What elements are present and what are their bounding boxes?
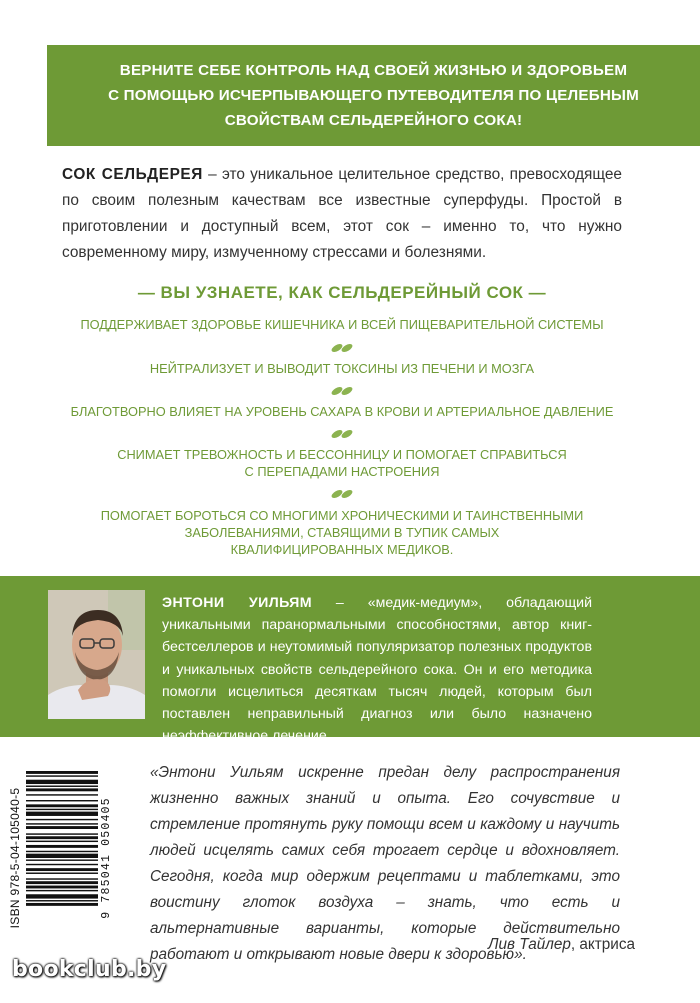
headline-line-2: С ПОМОЩЬЮ ИСЧЕРПЫВАЮЩЕГО ПУТЕВОДИТЕЛЯ ПО ЦЕЛЕБНЫМ (108, 87, 639, 104)
barcode-bar (26, 780, 98, 784)
barcode-bar (26, 812, 98, 816)
benefit-item: ПОМОГАЕТ БОРОТЬСЯ СО МНОГИМИ ХРОНИЧЕСКИМИ И ТАИНСТВЕННЫМИ (100, 508, 584, 523)
barcode-bar (26, 786, 98, 787)
barcode-bar (26, 771, 98, 774)
benefit-item: ПОДДЕРЖИВАЕТ ЗДОРОВЬЕ КИШЕЧНИКА И ВСЕЙ ПИЩЕВАРИТЕЛЬНОЙ СИСТЕМЫ (80, 317, 604, 332)
barcode-bar (26, 873, 98, 874)
barcode-bar (26, 800, 98, 801)
barcode-digits: 9 785041 050405 (100, 797, 113, 919)
benefit-item: СНИМАЕТ ТРЕВОЖНОСТЬ И БЕССОННИЦУ И ПОМОГАЕТ СПРАВИТЬСЯ (117, 447, 567, 462)
barcode-bar (26, 845, 98, 848)
barcode-bar (26, 819, 98, 820)
author-bio-text: – «медик-медиум», обладающий уникальными паранормальными способностями, автор книг-бестселлеров и неутомимый популяризатор полезных продуктов и уникальных свойств сельдерейного сока. Он и его методика помогли исцелиться десяткам тысяч людей, которым был поставлен неправильный диагноз или было назначено неэффективное лечение. (162, 595, 592, 745)
barcode-bar (26, 900, 98, 901)
barcode-bar (26, 851, 98, 852)
intro-lead: СОК СЕЛЬДЕРЕЯ (62, 166, 203, 183)
barcode-bar (26, 794, 98, 795)
barcode-bar (26, 864, 98, 865)
leaf-pair-icon (330, 342, 354, 354)
barcode-bar (26, 841, 98, 842)
benefit-item: С ПЕРЕПАДАМИ НАСТРОЕНИЯ (244, 464, 440, 479)
barcode-bar (26, 833, 98, 834)
headline-banner (47, 45, 700, 146)
benefit-item: НЕЙТРАЛИЗУЕТ И ВЫВОДИТ ТОКСИНЫ ИЗ ПЕЧЕНИ И МОЗГА (149, 361, 535, 376)
author-bio (162, 592, 592, 747)
headline-line-1: ВЕРНИТЕ СЕБЕ КОНТРОЛЬ НАД СВОЕЙ ЖИЗНЬЮ И ЗДОРОВЬЕМ (119, 62, 628, 79)
author-name: ЭНТОНИ УИЛЬЯМ (162, 595, 312, 611)
barcode-bar (26, 894, 98, 898)
barcode-bar (26, 868, 98, 871)
barcode-bar (26, 886, 98, 889)
barcode-bar (26, 878, 98, 879)
barcode-bar (26, 788, 98, 791)
barcode-bar (26, 854, 98, 858)
testimonial-quote: «Энтони Уильям искренне предан делу распространения жизненно важных знаний и опыта. Его сочувствие и стремление протянуть руку помощи всем и каждому и научить людей исцелять самих себя трогает сердце и вдохновляет. Сегодня, когда мир одержим рецептами и таблетками, это воистину глоток воздуха – знать, что есть и альтернативные варианты, которые действительно работают и открывают новые двери к здоровью». (150, 764, 620, 963)
benefits-title: — ВЫ УЗНАЕТЕ, КАК СЕЛЬДЕРЕЙНЫЙ СОК — (137, 283, 547, 302)
intro-text: – это уникальное целительное средство, превосходящее по своим полезным качествам все известные суперфуды. Простой в приготовлении и доступный всем, этот сок – именно то, что нужно современному миру, измученному стрессами и болезнями. (62, 166, 622, 261)
barcode-bar (26, 890, 98, 891)
barcode-bar (26, 823, 98, 824)
isbn-text: ISBN 978-5-04-105040-5 (8, 787, 22, 929)
author-photo (48, 590, 145, 719)
barcode-bar (26, 836, 98, 839)
headline-line-3: СВОЙСТВАМ СЕЛЬДЕРЕЙНОГО СОКА! (224, 112, 523, 129)
benefit-item: КВАЛИФИЦИРОВАННЫХ МЕДИКОВ. (230, 542, 454, 557)
leaf-pair-icon (330, 385, 354, 397)
testimonial-author (400, 936, 635, 954)
barcode-bar (26, 804, 98, 807)
benefit-item: ЗАБОЛЕВАНИЯМИ, СТАВЯЩИМИ В ТУПИК САМЫХ (184, 525, 500, 540)
intro-paragraph (62, 162, 622, 266)
barcode-bar (26, 859, 98, 860)
barcode-bar (26, 826, 98, 829)
barcode-bar (26, 881, 98, 884)
barcode-bar (26, 903, 98, 906)
barcode-bar (26, 809, 98, 810)
barcode (8, 763, 120, 953)
testimonial-author-name: Лив Тайлер (488, 936, 571, 953)
benefit-item: БЛАГОТВОРНО ВЛИЯЕТ НА УРОВЕНЬ САХАРА В КРОВИ И АРТЕРИАЛЬНОЕ ДАВЛЕНИЕ (70, 404, 614, 419)
site-watermark: bookclub.by (12, 957, 167, 982)
leaf-pair-icon (330, 428, 354, 440)
barcode-bars (26, 771, 98, 946)
barcode-bar (26, 775, 98, 776)
leaf-pair-icon (330, 488, 354, 500)
testimonial-author-role: , актриса (570, 936, 635, 953)
